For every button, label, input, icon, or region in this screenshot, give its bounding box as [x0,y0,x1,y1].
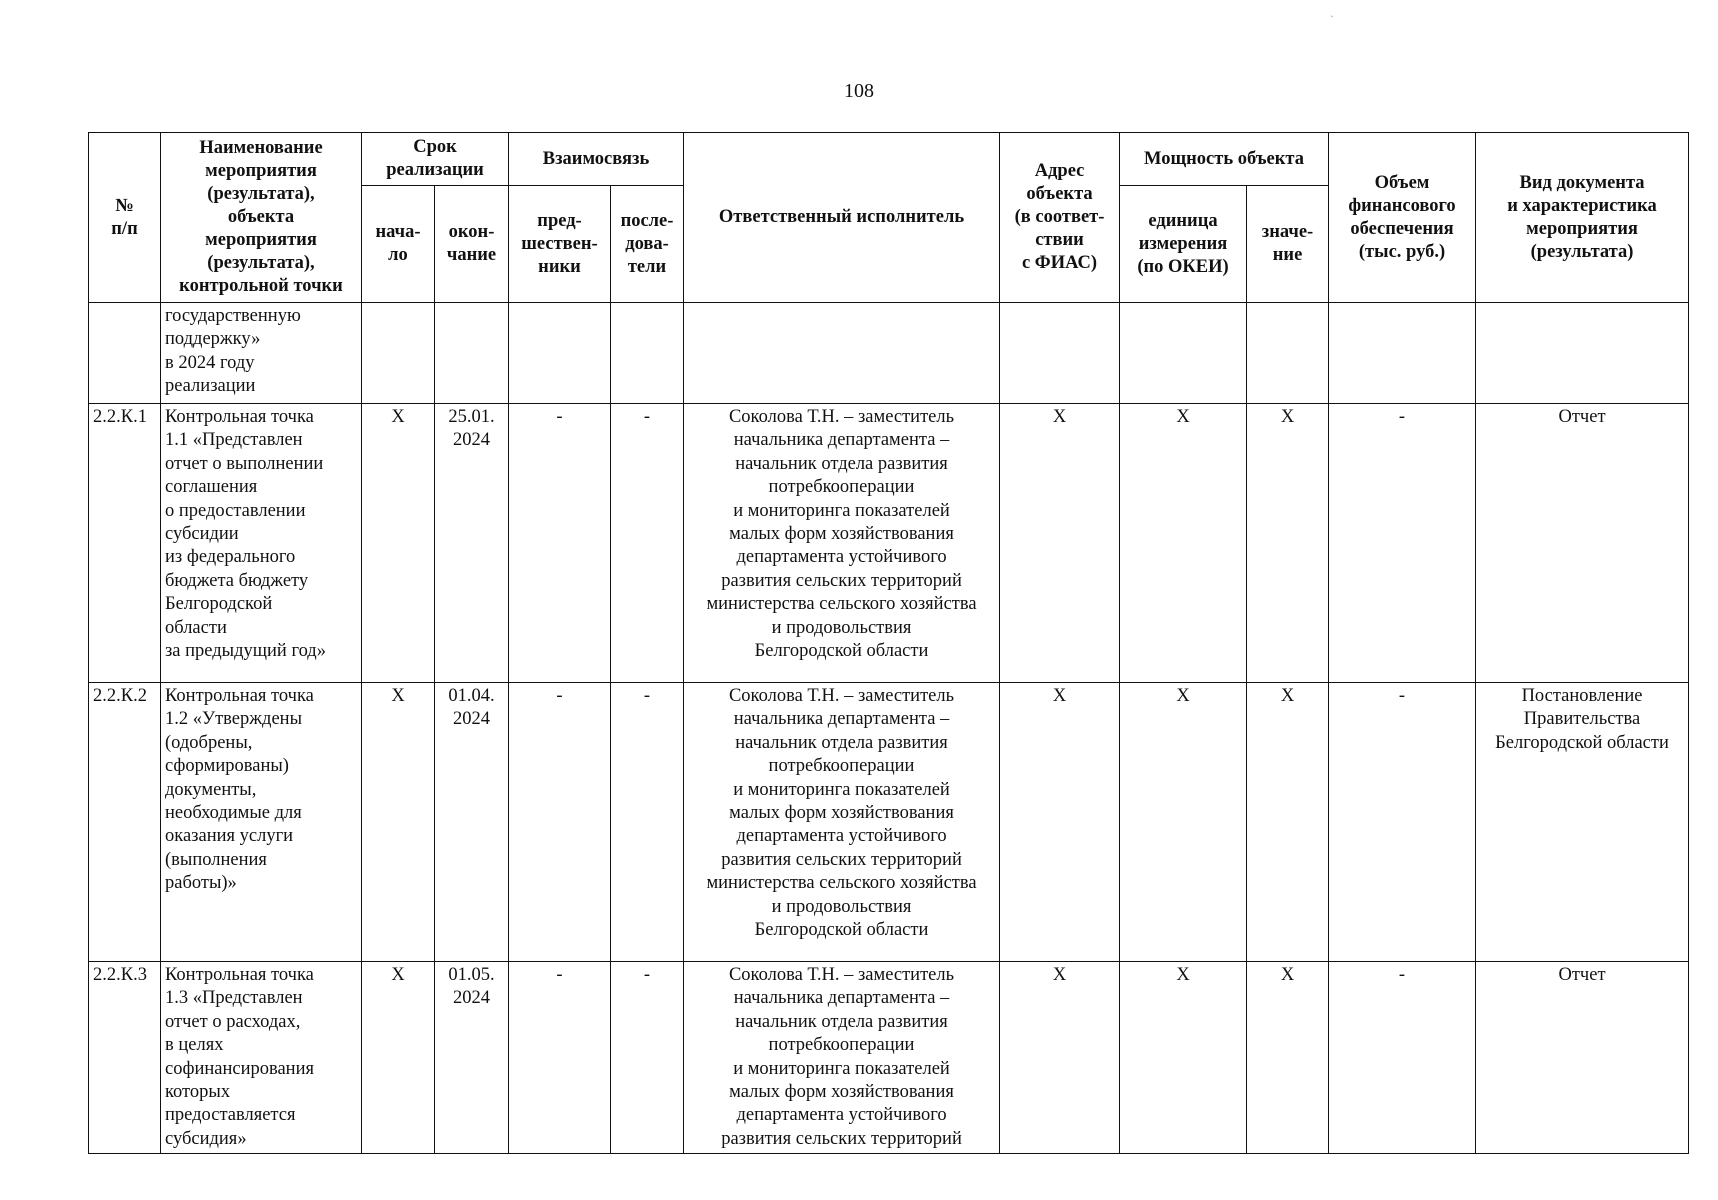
cell-unit [1120,303,1247,404]
table-header-row [89,133,1689,186]
cell-next: - [611,962,684,1154]
cell-end: 01.04. 2024 [435,683,509,962]
cell-unit: X [1120,683,1247,962]
header-doc-type: Вид документа и характеристика мероприятия (результата) [1476,133,1689,303]
header-term-start: нача- ло [362,186,435,303]
cell-executor [684,303,1000,404]
cell-address [1000,303,1120,404]
cell-executor: Соколова Т.Н. – заместитель начальника департамента – начальник отдела развития потребкооперации и мониторинга показателей малых форм хозяйствования департамента устойчивого развития сельских территорий министерства сельского хозяйства и продовольствия Белгородской области [684,683,1000,962]
header-term: Срок реализации [362,133,509,186]
cell-doc: Отчет [1476,962,1689,1154]
header-link: Взаимосвязь [509,133,684,186]
cell-finance: - [1329,404,1476,683]
scan-speck: ˎ [1330,4,1334,18]
cell-next [611,303,684,404]
table-row [89,404,1689,683]
cell-finance: - [1329,683,1476,962]
cell-name: государственную поддержку» в 2024 году реализации [161,303,362,404]
table-row [89,683,1689,962]
header-num: № п/п [89,133,161,303]
cell-num: 2.2.К.1 [89,404,161,683]
cell-start: X [362,962,435,1154]
cell-end [435,303,509,404]
cell-end: 01.05. 2024 [435,962,509,1154]
header-capacity-value: значе- ние [1247,186,1329,303]
header-finance: Объем финансового обеспечения (тыс. руб.) [1329,133,1476,303]
cell-next: - [611,683,684,962]
cell-doc [1476,303,1689,404]
table-row-continuation [89,303,1689,404]
cell-start [362,303,435,404]
cell-executor: Соколова Т.Н. – заместитель начальника департамента – начальник отдела развития потребкооперации и мониторинга показателей малых форм хозяйствования департамента устойчивого развития сельских территорий [684,962,1000,1154]
cell-end: 25.01. 2024 [435,404,509,683]
cell-prev: - [509,683,611,962]
cell-start: X [362,683,435,962]
cell-num [89,303,161,404]
cell-num: 2.2.К.3 [89,962,161,1154]
cell-address: X [1000,683,1120,962]
cell-value: X [1247,404,1329,683]
header-name: Наименование мероприятия (результата), объекта мероприятия (результата), контрольной точки [161,133,362,303]
cell-finance: - [1329,962,1476,1154]
cell-doc: Отчет [1476,404,1689,683]
cell-doc: Постановление Правительства Белгородской области [1476,683,1689,962]
cell-next: - [611,404,684,683]
header-link-prev: пред- шествен- ники [509,186,611,303]
cell-name: Контрольная точка 1.2 «Утверждены (одобрены, сформированы) документы, необходимые для оказания услуги (выполнения работы)» [161,683,362,962]
cell-num: 2.2.К.2 [89,683,161,962]
header-capacity: Мощность объекта [1120,133,1329,186]
header-address: Адрес объекта (в соответ- ствии с ФИАС) [1000,133,1120,303]
cell-start: X [362,404,435,683]
table-row [89,962,1689,1154]
cell-address: X [1000,404,1120,683]
cell-unit: X [1120,962,1247,1154]
cell-prev: - [509,404,611,683]
cell-name: Контрольная точка 1.3 «Представлен отчет о расходах, в целях софинансирования которых предоставляется субсидия» [161,962,362,1154]
cell-prev: - [509,962,611,1154]
cell-value: X [1247,962,1329,1154]
cell-name: Контрольная точка 1.1 «Представлен отчет о выполнении соглашения о предоставлении субсидии из федерального бюджета бюджету Белгородской области за предыдущий год» [161,404,362,683]
page-number: 108 [844,80,874,102]
cell-finance [1329,303,1476,404]
cell-value: X [1247,683,1329,962]
header-capacity-unit: единица измерения (по ОКЕИ) [1120,186,1247,303]
header-link-next: после- дова- тели [611,186,684,303]
cell-prev [509,303,611,404]
cell-unit: X [1120,404,1247,683]
cell-executor: Соколова Т.Н. – заместитель начальника департамента – начальник отдела развития потребкооперации и мониторинга показателей малых форм хозяйствования департамента устойчивого развития сельских территорий министерства сельского хозяйства и продовольствия Белгородской области [684,404,1000,683]
header-executor: Ответственный исполнитель [684,133,1000,303]
plan-table [88,132,1689,1154]
cell-address: X [1000,962,1120,1154]
cell-value [1247,303,1329,404]
header-term-end: окон- чание [435,186,509,303]
